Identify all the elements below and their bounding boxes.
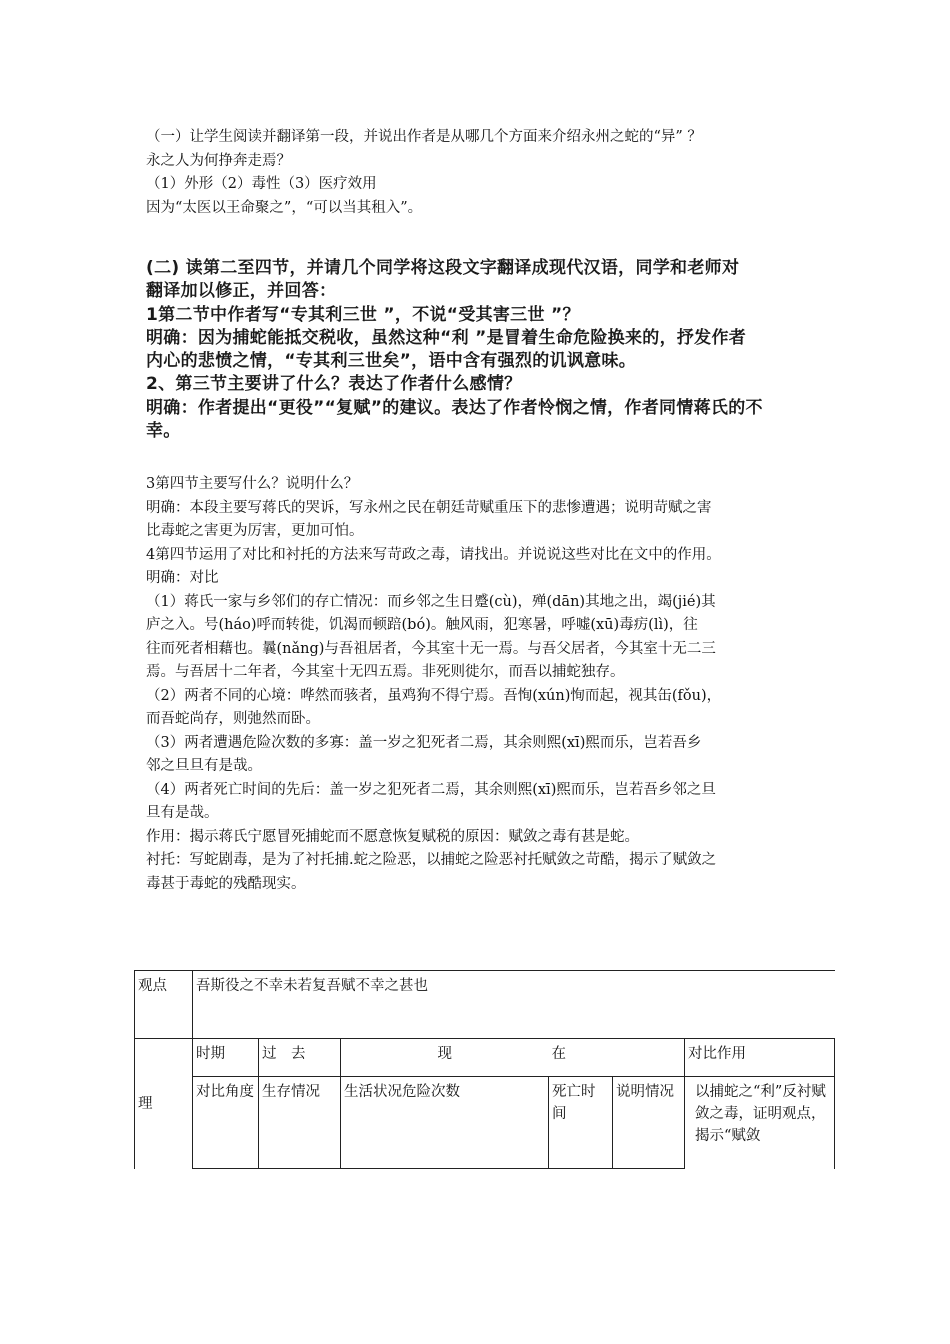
living-label: 生活状况 [344, 1084, 402, 1100]
question-two: (二) 读第二至四节，并请几个同学将这段文字翻译成现代汉语，同学和老师对 [146, 258, 740, 278]
reason-label: 理 [135, 1039, 193, 1169]
sub-question-2: 2、第三节主要讲了什么？表达了作者什么感情？ [146, 374, 522, 395]
contrast-2-line-2: 而吾蛇尚存，则弛然而卧。 [146, 711, 320, 727]
question-two-cont: 翻译加以修正，并回答： [146, 281, 337, 302]
answer-aspects: （1）外形（2）毒性（3）医疗效用 [146, 176, 377, 192]
answer-reason: 因为“太医以王命聚之”，“可以当其租入”。 [146, 199, 423, 216]
section-three [146, 473, 816, 896]
period-row [135, 1039, 835, 1077]
foil-line-1: 衬托：写蛇剧毒，是为了衬托捕.蛇之险恶，以捕蛇之险恶衬托赋敛之苛酷，揭示了赋敛之 [146, 852, 717, 868]
analysis-table [134, 970, 835, 1169]
contrast-3-line-1: （3）两者遭遇危险次数的多寡：盖一岁之犯死者二焉，其余则熙(xī)熙而乐，岂若吾乡 [146, 734, 702, 751]
answer-4-heading: 明确：对比 [146, 570, 219, 586]
answer-3: 明确：本段主要写蒋氏的哭诉，写永州之民在朝廷苛赋重压下的悲惨遭遇；说明苛赋之害 [146, 499, 712, 516]
viewpoint-text: 吾斯役之不幸未若复吾赋不幸之甚也 [193, 971, 835, 1039]
sub-question-4: 4第四节运用了对比和衬托的方法来写苛政之毒，请找出。并说说这些对比在文中的作用。 [146, 546, 721, 563]
answer-1-cont: 内心的悲愤之情，“专其利三世矣”，语中含有强烈的讥讽意味。 [146, 351, 637, 372]
viewpoint-label: 观点 [135, 971, 193, 1039]
answer-2-cont: 幸。 [146, 421, 181, 442]
past-label: 过 去 [259, 1039, 341, 1077]
answer-2: 明确：作者提出“更役”“复赋”的建议。表达了作者怜悯之情，作者同情蒋氏的不 [146, 397, 763, 418]
period-label: 时期 [193, 1039, 259, 1077]
answer-1: 明确：因为捕蛇能抵交税收，虽然这种“利 ”是冒着生命危险换来的，抒发作者 [146, 327, 747, 348]
effect-line: 作用：揭示蒋氏宁愿冒死捕蛇而不愿意恢复赋税的原因：赋敛之毒有甚是蛇。 [146, 828, 639, 845]
effect-text: 以捕蛇之“利”反衬赋敛之毒，证明观点，揭示“赋敛 [685, 1077, 835, 1169]
sub-question-1: 1第二节中作者写“专其利三世 ”，不说“受其害三世 ”？ [146, 304, 580, 325]
viewpoint-row [135, 971, 835, 1039]
living-danger-cell [341, 1077, 549, 1169]
present-label-2: 在 [549, 1039, 685, 1077]
angle-label: 对比角度 [193, 1077, 259, 1169]
present-label-1: 现 [341, 1039, 549, 1077]
explain-label: 说明情况 [613, 1077, 685, 1169]
contrast-3-line-2: 邻之旦旦有是哉。 [146, 758, 262, 774]
contrast-1-line-3: 往而死者相藉也。曩(nǎng)与吾祖居者，今其室十无一焉。与吾父居者，今其室十无二三 [146, 640, 716, 657]
contrast-4-line-2: 旦有是哉。 [146, 805, 219, 821]
angle-row [135, 1077, 835, 1169]
contrast-2-line-1: （2）两者不同的心境：哗然而骇者，虽鸡狗不得宁焉。吾恂(xún)恂而起，视其缶(fǒu)， [146, 687, 722, 704]
section-two [146, 257, 816, 443]
sub-question-3: 3第四节主要写什么？说明什么？ [146, 476, 359, 492]
question-one-cont: 永之人为何挣奔走焉？ [146, 152, 291, 169]
section-one [146, 126, 816, 220]
danger-label: 危险次数 [402, 1084, 460, 1100]
contrast-4-line-1: （4）两者死亡时间的先后：盖一岁之犯死者二焉，其余则熙(xī)熙而乐，岂若吾乡邻之旦 [146, 781, 716, 798]
effect-label: 对比作用 [685, 1039, 835, 1077]
survival-label: 生存情况 [259, 1077, 341, 1169]
death-label: 死亡时间 [549, 1077, 613, 1169]
foil-line-2: 毒甚于毒蛇的残酷现实。 [146, 875, 306, 892]
answer-3-cont: 比毒蛇之害更为厉害，更加可怕。 [146, 523, 364, 539]
contrast-1-line-2: 庐之入。号(háo)呼而转徙，饥渴而顿踣(bó)。触风雨，犯寒暑，呼嘘(xū)毒疠(lì)，往 [146, 617, 698, 633]
contrast-1-line-1: （1）蒋氏一家与乡邻们的存亡情况：而乡邻之生日蹙(cù)，殚(dān)其地之出，竭(jié)其 [146, 593, 716, 610]
contrast-1-line-4: 焉。与吾居十二年者，今其室十无四五焉。非死则徙尔，而吾以捕蛇独存。 [146, 664, 625, 680]
question-one: （一）让学生阅读并翻译第一段，并说出作者是从哪几个方面来介绍永州之蛇的“异” ？ [146, 129, 702, 145]
